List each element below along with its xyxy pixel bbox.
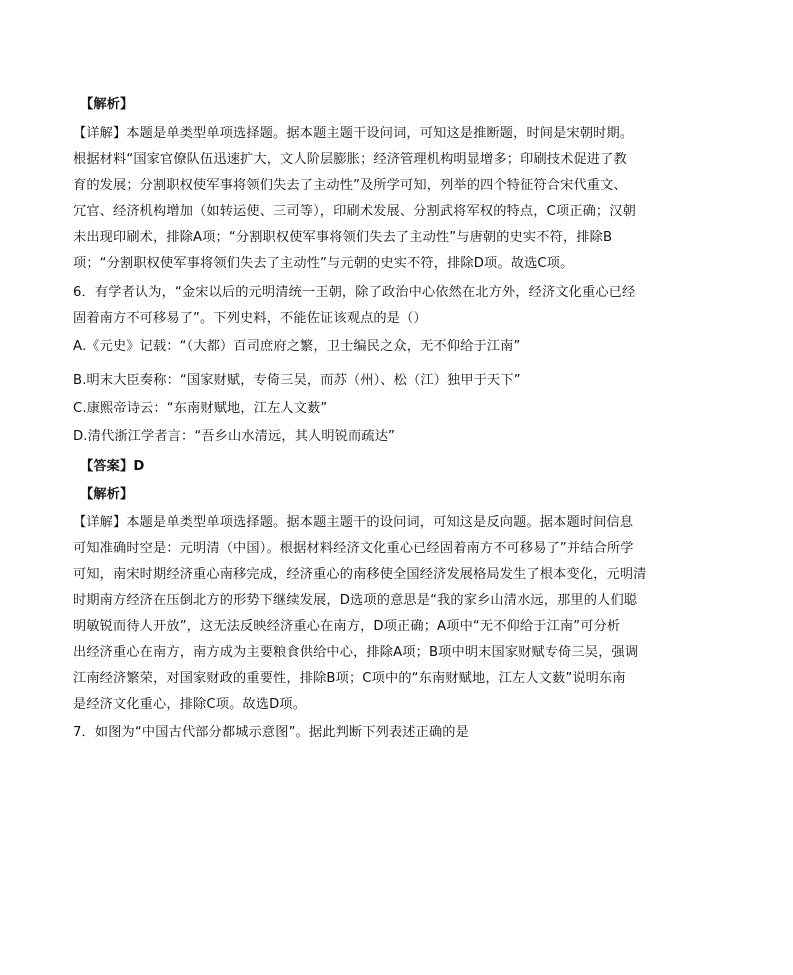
analysis-heading: 【解析】 xyxy=(80,487,134,502)
detail-line: 可知准确时空是：元明清（中国）。根据材料经济文化重心已经固着南方不可移易了”并结合所学 xyxy=(73,541,634,556)
detail-line: 时期南方经济在压倒北方的形势下继续发展，D选项的意思是“我的家乡山清水远，那里的人们聪 xyxy=(73,593,638,608)
detail-line: 项；“分割职权使军事将领们失去了主动性”与元朝的史实不符，排除D项。故选C项。 xyxy=(73,256,574,271)
question-stem: 固着南方不可移易了”。下列史料，不能佐证该观点的是（） xyxy=(73,311,427,326)
question-stem: 6．有学者认为，“金宋以后的元明清统一王朝，除了政治中心依然在北方外，经济文化重心已经 xyxy=(73,285,636,300)
detail-line: 是经济文化重心，排除C项。故选D项。 xyxy=(73,697,307,712)
detail-line: 冗官、经济机构增加（如转运使、三司等），印刷术发展、分割武将军权的特点，C项正确；汉朝 xyxy=(73,204,636,219)
question-stem: 7．如图为“中国古代部分都城示意图”。据此判断下列表述正确的是 xyxy=(73,725,469,740)
detail-line: 根据材料“国家官僚队伍迅速扩大，文人阶层膨胀；经济管理机构明显增多；印刷技术促进了教 xyxy=(73,152,627,167)
option-c: C.康熙帝诗云：“东南财赋地，江左人文薮” xyxy=(73,401,328,416)
detail-line: 明敏锐而待人开放”，这无法反映经济重心在南方，D项正确；A项中“无不仰给于江南”可分析 xyxy=(73,619,621,634)
option-b: B.明末大臣奏称：“国家财赋，专倚三吴，而苏（州）、松（江）独甲于天下” xyxy=(73,373,521,388)
detail-line: 【详解】本题是单类型单项选择题。据本题主题干的设问词，可知这是反向题。据本题时间信息 xyxy=(73,515,634,530)
detail-line: 育的发展；分割职权使军事将领们失去了主动性”及所学可知，列举的四个特征符合宋代重文、 xyxy=(73,178,627,193)
detail-line: 未出现印刷术，排除A项；“分割职权使军事将领们失去了主动性”与唐朝的史实不符，排除B xyxy=(73,230,613,245)
detail-line: 江南经济繁荣，对国家财政的重要性，排除B项；C项中的“东南财赋地，江左人文薮”说明东南 xyxy=(73,671,626,686)
option-a: A.《元史》记载：“（大都）百司庶府之繁，卫士编民之众，无不仰给于江南” xyxy=(73,339,521,354)
detail-line: 可知，南宋时期经济重心南移完成，经济重心的南移使全国经济发展格局发生了根本变化，元明清 xyxy=(73,567,647,582)
answer-line: 【答案】D xyxy=(80,459,145,474)
detail-line: 出经济重心在南方，南方成为主要粮食供给中心，排除A项；B项中明末国家财赋专倚三吴，强调 xyxy=(73,645,639,660)
analysis-heading: 【解析】 xyxy=(80,97,134,112)
option-d: D.清代浙江学者言：“吾乡山水清远，其人明锐而疏达” xyxy=(73,429,396,444)
detail-line: 【详解】本题是单类型单项选择题。据本题主题干设问词，可知这是推断题，时间是宋朝时期。 xyxy=(73,126,634,141)
